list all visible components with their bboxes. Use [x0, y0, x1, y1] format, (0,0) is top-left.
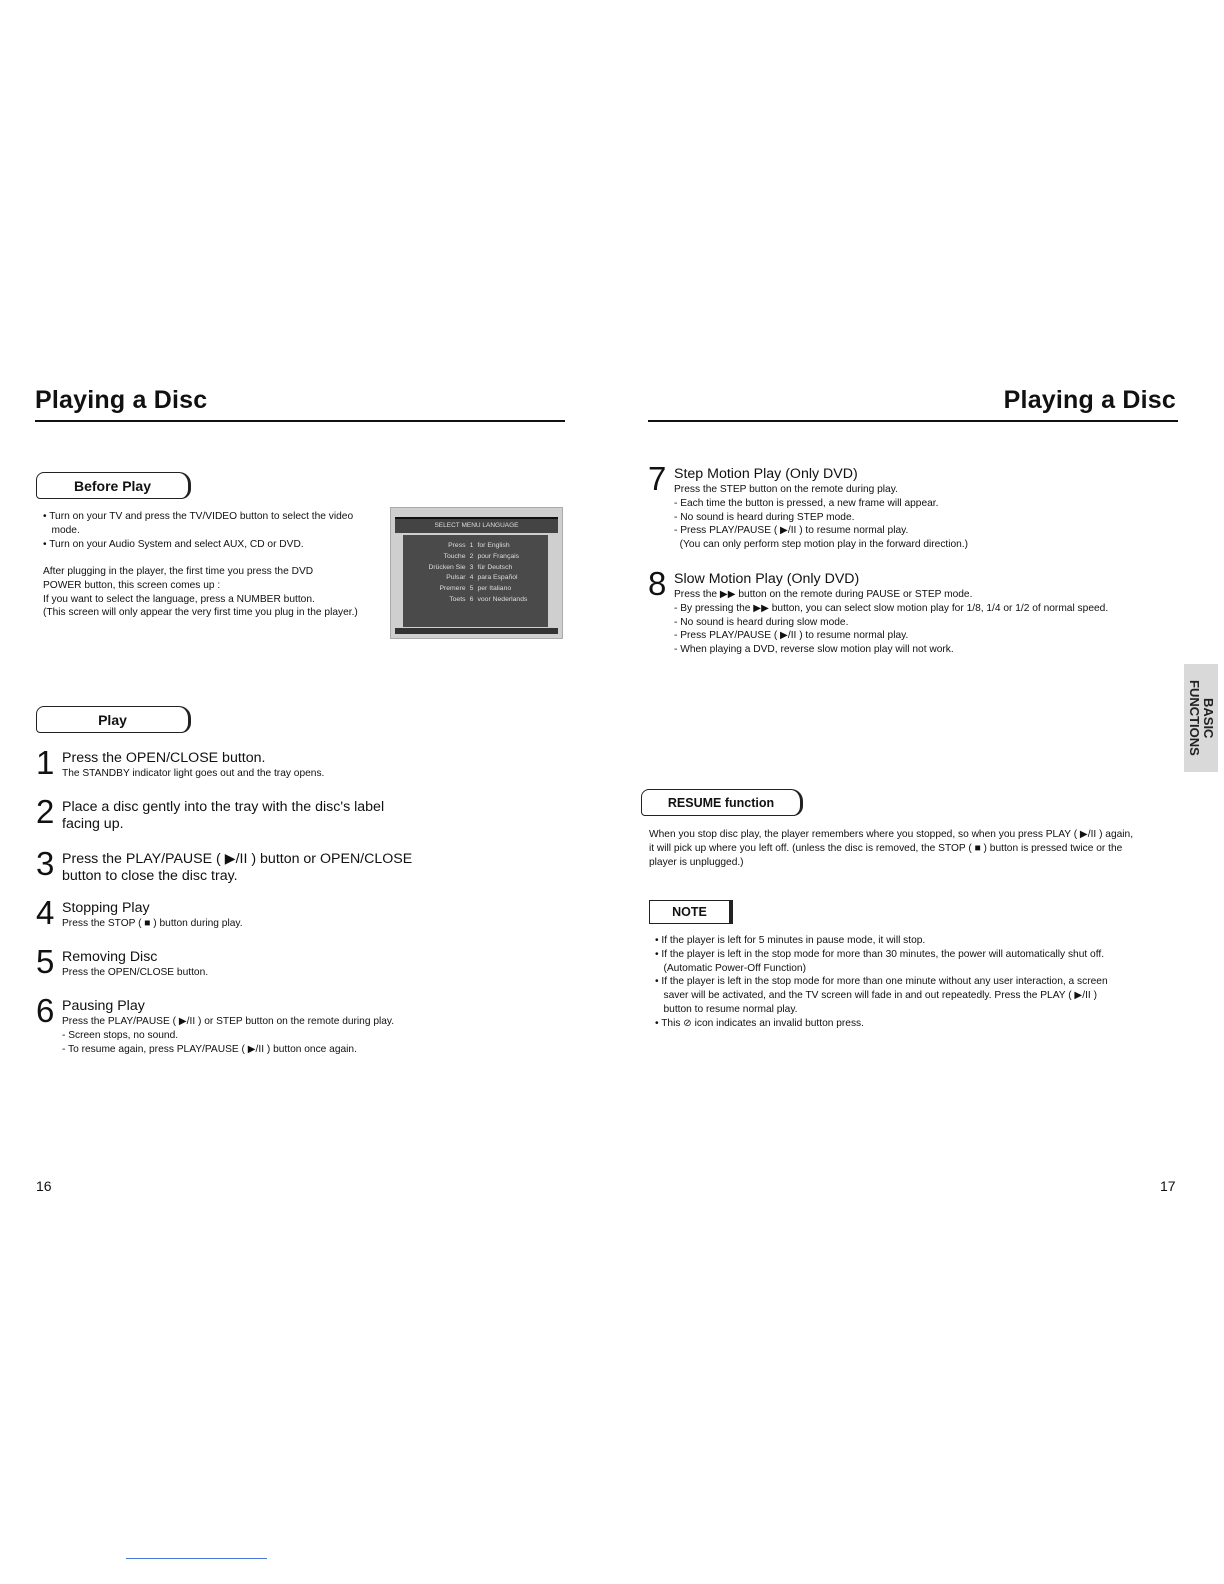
step-number: 5	[36, 943, 55, 980]
right-page-title: Playing a Disc	[1003, 386, 1176, 414]
note-line: • If the player is left in the stop mode for more than one minute without any user interaction, a screen	[655, 976, 1108, 988]
step-body-line: - When playing a DVD, reverse slow motion play will not work.	[674, 644, 954, 656]
step-body-line: - Each time the button is pressed, a new frame will appear.	[674, 497, 939, 509]
step-3	[36, 845, 416, 885]
language-menu-screen	[390, 507, 563, 639]
step-body-line: Press the ▶▶ button on the remote during PAUSE or STEP mode.	[674, 589, 973, 600]
left-page-title: Playing a Disc	[35, 386, 208, 414]
para-line: (This screen will only appear the very first time you plug in the player.)	[43, 607, 358, 619]
side-tab-label: BASIC FUNCTIONS	[1187, 680, 1216, 756]
before-play-bullets	[43, 510, 383, 551]
resume-text	[649, 828, 1169, 869]
step-number: 1	[36, 744, 55, 781]
language-list	[403, 535, 548, 627]
step-number: 8	[648, 565, 667, 602]
bullet-line: • Turn on your Audio System and select AUX, CD or DVD.	[43, 538, 304, 550]
step-title-line2: button to close the disc tray.	[62, 868, 238, 884]
language-row: Drücken Sie 3 für Deutsch	[428, 563, 513, 571]
step-body-line: - Press PLAY/PAUSE ( ▶/II ) to resume normal play.	[674, 630, 909, 642]
para-line: If you want to select the language, press a NUMBER button.	[43, 593, 315, 605]
language-row: Pulsar 4 para Español	[446, 574, 518, 582]
screen-header: SELECT MENU LANGUAGE	[395, 517, 558, 533]
bullet-line: mode.	[43, 524, 80, 536]
language-row: Premere 5 per Italiano	[439, 585, 512, 593]
step-body-line: The STANDBY indicator light goes out and the tray opens.	[62, 768, 325, 779]
language-row: Press 1 for English	[448, 542, 510, 549]
language-row: Touche 2 pour Français	[443, 552, 520, 560]
resume-function-tab: RESUME function	[641, 789, 803, 816]
step-title: Stopping Play	[62, 900, 150, 916]
step-body-line: (You can only perform step motion play in the forward direction.)	[674, 539, 969, 551]
note-label: NOTE	[649, 900, 733, 924]
step-title: Place a disc gently into the tray with the disc's label	[62, 799, 385, 815]
step-body-line: - By pressing the ▶▶ button, you can select slow motion play for 1/8, 1/4 or 1/2 of normal speed.	[674, 602, 1109, 614]
step-8	[648, 565, 1178, 657]
right-title-rule	[648, 420, 1178, 422]
para-line: POWER button, this screen comes up :	[43, 579, 221, 591]
step-7	[648, 460, 1168, 552]
screen-footer-bar	[395, 628, 558, 634]
step-body-line: - To resume again, press PLAY/PAUSE ( ▶/II ) button once again.	[62, 1043, 357, 1055]
para-line: After plugging in the player, the first time you press the DVD	[43, 566, 314, 577]
step-title-line2: facing up.	[62, 816, 124, 832]
step-title: Press the PLAY/PAUSE ( ▶/II ) button or OPEN/CLOSE	[62, 851, 413, 867]
step-1	[36, 744, 416, 781]
step-body-line: - No sound is heard during STEP mode.	[674, 511, 855, 523]
page-number-right: 17	[1160, 1178, 1176, 1194]
step-number: 2	[36, 793, 55, 830]
step-body-line: Press the OPEN/CLOSE button.	[62, 967, 209, 978]
step-body-line: Press the STEP button on the remote during play.	[674, 484, 898, 495]
step-body-line: - Press PLAY/PAUSE ( ▶/II ) to resume normal play.	[674, 525, 909, 537]
step-number: 4	[36, 894, 55, 931]
play-tab: Play	[36, 706, 191, 733]
step-title: Step Motion Play (Only DVD)	[674, 466, 858, 482]
language-row: Toets 6 voor Nederlands	[449, 595, 528, 603]
resume-line: When you stop disc play, the player remembers where you stopped, so when you press PLAY ( ▶/II ) again,	[649, 829, 1134, 840]
note-line: saver will be activated, and the TV screen will fade in and out repeatedly. Press the PLAY ( ▶/II )	[655, 990, 1097, 1002]
step-number: 7	[648, 460, 667, 497]
resume-line: it will pick up where you left off. (unless the disc is removed, the STOP ( ■ ) button is pressed twice or the	[649, 842, 1123, 854]
step-number: 6	[36, 992, 55, 1029]
step-body-line: - No sound is heard during slow mode.	[674, 616, 849, 628]
step-number: 3	[36, 845, 55, 882]
step-4	[36, 894, 416, 931]
left-title-rule	[35, 420, 565, 422]
note-line: • If the player is left in the stop mode for more than 30 minutes, the power will automatically shut off.	[655, 948, 1105, 960]
blue-underline-mark	[126, 1558, 267, 1559]
basic-functions-side-tab	[1184, 664, 1218, 772]
before-play-paragraph	[43, 565, 388, 620]
step-title: Press the OPEN/CLOSE button.	[62, 750, 266, 766]
note-line: (Automatic Power-Off Function)	[655, 962, 806, 974]
note-list	[655, 934, 1175, 1031]
note-line: • This ⊘ icon indicates an invalid button press.	[655, 1017, 864, 1029]
bullet-line: • Turn on your TV and press the TV/VIDEO button to select the video	[43, 511, 354, 522]
step-title: Slow Motion Play (Only DVD)	[674, 571, 860, 587]
step-title: Pausing Play	[62, 998, 145, 1014]
step-body-line: - Screen stops, no sound.	[62, 1029, 179, 1041]
resume-line: player is unplugged.)	[649, 856, 744, 868]
step-body-line: Press the PLAY/PAUSE ( ▶/II ) or STEP button on the remote during play.	[62, 1016, 395, 1027]
page-number-left: 16	[36, 1178, 52, 1194]
before-play-tab: Before Play	[36, 472, 191, 499]
step-6	[36, 992, 436, 1056]
step-title: Removing Disc	[62, 949, 158, 965]
note-line: • If the player is left for 5 minutes in pause mode, it will stop.	[655, 935, 926, 946]
step-body-line: Press the STOP ( ■ ) button during play.	[62, 918, 243, 929]
step-2	[36, 793, 416, 833]
note-line: button to resume normal play.	[655, 1003, 798, 1015]
step-5	[36, 943, 416, 980]
